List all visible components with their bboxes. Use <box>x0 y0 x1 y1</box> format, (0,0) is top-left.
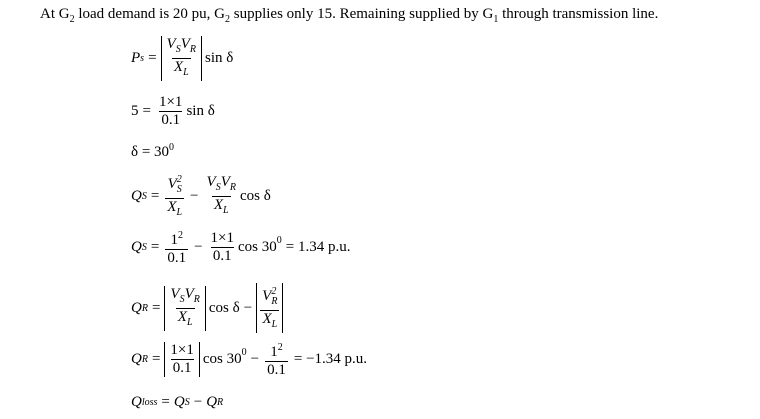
frac-num: 1×1 <box>170 341 194 358</box>
fraction <box>165 171 184 221</box>
qr-sub: R <box>141 302 148 314</box>
ps-sub: s <box>140 53 145 64</box>
frac-num <box>168 286 201 308</box>
frac-den: 0.1 <box>172 359 192 376</box>
vr-sub: R <box>271 296 278 307</box>
frac-num <box>165 36 198 58</box>
frac-den: 0.1 <box>212 247 232 264</box>
frac-den: 0.1 <box>161 112 181 128</box>
frac-num <box>205 174 238 196</box>
qr-sub: R <box>141 353 148 365</box>
square: 2 <box>277 342 283 353</box>
eq-sign: = <box>151 350 161 367</box>
q-symbol: Q <box>131 394 142 410</box>
degree: 0 <box>169 142 175 153</box>
vr-sub: R <box>193 293 200 305</box>
abs-bracket <box>161 36 202 81</box>
vs-sub: S <box>215 181 221 193</box>
intro-text <box>40 6 658 25</box>
vr-sub: R <box>229 181 236 193</box>
qs-sub: S <box>141 190 147 202</box>
eq-sign: = <box>142 103 151 119</box>
vs-sub: S <box>179 293 185 305</box>
eq-sign: = <box>148 50 157 66</box>
vr: V <box>220 173 230 190</box>
vr: V <box>262 288 272 304</box>
abs-bracket <box>164 286 205 331</box>
xl-sub: L <box>183 67 189 78</box>
fraction <box>168 342 195 377</box>
sin-delta: sin δ <box>186 103 215 119</box>
minus: − <box>190 187 199 204</box>
one: 1 <box>270 344 278 360</box>
xl-sub: L <box>186 316 193 328</box>
ps-symbol: P <box>131 50 141 66</box>
intro-sub1: 2 <box>69 14 75 25</box>
minus: − <box>243 299 253 316</box>
abs-bracket <box>256 283 283 333</box>
frac-num: 1×1 <box>210 229 234 246</box>
q-symbol: Q <box>131 299 142 316</box>
cos30: cos 30 <box>202 350 242 367</box>
fraction <box>168 286 201 331</box>
abs-bracket <box>164 342 199 377</box>
intro-sub2: 2 <box>225 14 230 25</box>
vr-sub: R <box>189 44 196 55</box>
frac-num <box>268 339 285 361</box>
fraction <box>165 36 198 81</box>
result-negative: = −1.34 p.u. <box>293 350 368 367</box>
eq-ps-formula <box>131 36 233 81</box>
vr: V <box>180 36 190 52</box>
frac-num <box>168 227 185 249</box>
xl-sub: L <box>271 319 278 330</box>
vs: V <box>206 173 216 190</box>
frac-num <box>166 171 184 198</box>
intro-part4: through transmission line. <box>498 6 659 22</box>
xl: X <box>167 199 177 215</box>
vs: V <box>167 176 177 192</box>
qloss-sub: loss <box>141 397 158 408</box>
q-symbol: Q <box>131 350 142 367</box>
eq-sign: = <box>151 299 161 316</box>
eq-qr-value <box>131 339 367 379</box>
eq-sign: = <box>150 238 160 255</box>
fraction <box>157 94 184 129</box>
eq-qs-value <box>131 227 350 267</box>
xl-sub: L <box>223 204 229 216</box>
square: 2 <box>177 230 183 241</box>
square: 2 <box>176 174 182 185</box>
fraction <box>265 339 288 379</box>
square: 2 <box>271 286 277 297</box>
eq-five <box>131 94 215 129</box>
eq-qr-formula <box>131 283 283 333</box>
xl-sub: L <box>176 207 183 218</box>
sin-delta: sin δ <box>205 50 234 66</box>
xl: X <box>173 59 184 75</box>
vs-sub: S <box>176 184 182 195</box>
xl: X <box>262 311 272 327</box>
qs-sub: S <box>184 397 190 408</box>
qs-sub: S <box>141 241 147 253</box>
frac-num: 1×1 <box>158 94 183 110</box>
xl: X <box>213 196 224 213</box>
fraction <box>165 227 188 267</box>
xl: X <box>177 308 187 325</box>
five: 5 <box>131 103 139 119</box>
intro-part2: load demand is 20 pu, G <box>74 6 225 22</box>
frac-den <box>176 308 195 331</box>
eq-qloss <box>131 394 223 411</box>
fraction <box>260 283 279 333</box>
intro-part1: At G <box>40 6 70 22</box>
one: 1 <box>170 232 178 248</box>
result-positive: = 1.34 p.u. <box>285 238 351 255</box>
cos-delta: cos δ <box>239 187 271 204</box>
minus: − <box>194 238 203 255</box>
minus: − <box>193 394 203 410</box>
vs: V <box>170 285 180 302</box>
q-symbol: Q <box>173 394 185 410</box>
vr: V <box>184 285 194 302</box>
intro-part3: supplies only 15. Remaining supplied by G <box>230 6 494 22</box>
frac-den <box>172 58 191 81</box>
frac-den <box>212 196 231 219</box>
cos30: cos 30 <box>238 238 277 255</box>
minus: − <box>250 350 260 367</box>
frac-num <box>260 283 279 310</box>
degree: 0 <box>276 235 282 246</box>
q-symbol: Q <box>131 187 142 204</box>
delta-eq: δ = 30 <box>131 144 170 160</box>
vs-sub: S <box>175 44 181 55</box>
q-symbol: Q <box>131 238 142 255</box>
fraction <box>205 174 238 219</box>
fraction <box>209 230 236 265</box>
degree: 0 <box>241 347 247 358</box>
frac-den: 0.1 <box>167 250 187 266</box>
frac-den: 0.1 <box>267 362 286 378</box>
intro-sub3: 1 <box>493 14 499 25</box>
frac-den <box>165 198 184 221</box>
vs: V <box>166 36 176 52</box>
eq-delta <box>131 142 174 161</box>
frac-den <box>260 310 279 333</box>
eq-qs-formula <box>131 171 271 221</box>
q-symbol: Q <box>206 394 218 410</box>
qr-sub: R <box>217 397 224 408</box>
eq-sign: = <box>150 187 160 204</box>
eq-sign: = <box>161 394 170 410</box>
cos-delta: cos δ <box>208 299 240 316</box>
